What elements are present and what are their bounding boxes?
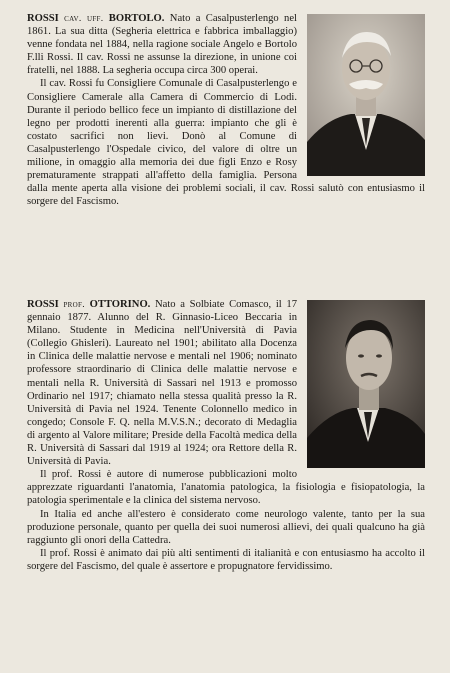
entry-ottorino-rossi	[27, 298, 425, 573]
entry2-paragraph-3: In Italia ed anche all'estero è considerato come neurologo valente, tanto per la sua produzione personale, quanto per quella dei suoi numerosi allievi, dei quali qualcuno ha già raggiunto gli onori della Cattedra.	[27, 508, 425, 546]
portrait-image	[307, 14, 425, 176]
entry1-title: cav. uff.	[64, 13, 104, 24]
portrait-photo-bortolo	[307, 14, 425, 176]
entry1-paragraph-2: Il cav. Rossi fu Consigliere Comunale di Casalpusterlengo e Consigliere Camerale alla Camera di Commercio di Lodi. Durante il periodo bellico fece un impianto di distillazione del legno per prodotti inerenti alla guerra: impianto che gli è costato sacrifici non lievi. Donò al Comune di Casalpusterlengo l'Ospedale civico, del valore di oltre un milione, in omaggio alla memoria dei due figli Enzo e Rosy prematuramente strappati all'affetto della famiglia. Persona dalla mente aperta alla visione dei problemi sociali, il cav. Rossi salutò con entusiasmo il sorgere del Fascismo.	[27, 78, 425, 208]
entry1-surname: ROSSI	[27, 13, 59, 24]
entry2-text-1: Nato a Solbiate Comasco, il 17 gennaio 1877. Alunno del R. Ginnasio-Liceo Beccaria in Milano. Studente in Medicina nell'Università di Pavia (Collegio Ghisleri). Laureato nel 1901; abilitato alla Docenza in Clinica delle malattie nervose e mentali nel 1906; nominato professore straordinario di Clinica delle malattie nervose e mentali nella R. Università di Sassari nel 1913 e promosso Ordinario nel 1917; chiamato nella stessa qualità presso la R. Università di Pavia nel 1924. Tenente Colonnello medico in congedo; Console F. Q. nella M.V.S.N.; decorato di Medaglia di argento al Valore militare; Preside della Facoltà medica della R. Università di Sassari dal 1919 al 1924; ora Rettore della R. Università di Pavia.	[27, 299, 297, 468]
entry2-paragraph-2: Il prof. Rossi è autore di numerose pubblicazioni molto apprezzate riguardanti l'anatomia, l'anatomia patologica, la fisiologia e fisiopatologia, la patologia sperimentale e la clinica del sistema nervoso.	[27, 469, 425, 507]
entry-bortolo-rossi	[27, 12, 425, 208]
entry2-title: prof.	[63, 299, 85, 310]
entry1-text-1: Nato a Casalpusterlengo nel 1861. La sua ditta (Segheria elettrica e fabbrica imballaggio) venne fondata nel 1884, nella ragione sociale Angelo e Bortolo F.lli Rossi. Il cav. Rossi ne assunse la direzione, in unione coi fratelli, nel 1888. La segheria occupa circa 300 operai.	[27, 13, 297, 77]
entry2-paragraph-4: Il prof. Rossi è animato dai più alti sentimenti di italianità e con entusiasmo ha accolto il sorgere del Fascismo, del quale è assertore e propugnatore fervidissimo.	[27, 547, 425, 572]
entry2-given-name: OTTORINO.	[89, 299, 151, 310]
portrait-photo-ottorino	[307, 300, 425, 468]
portrait-image	[307, 300, 425, 468]
entry2-surname: ROSSI	[27, 299, 59, 310]
entry1-given-name: BORTOLO.	[108, 13, 165, 24]
